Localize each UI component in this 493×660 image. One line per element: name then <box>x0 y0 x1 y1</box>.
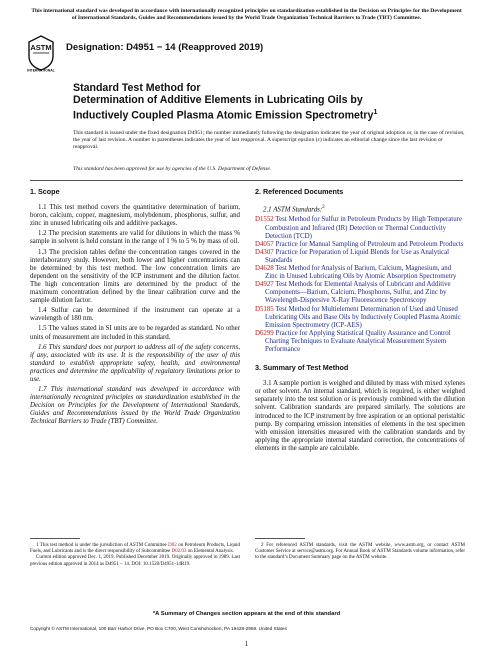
title-line-1: Standard Test Method for <box>73 82 201 94</box>
logo-subtext: INTERNATIONAL <box>27 68 55 72</box>
footnote-1: 1 This test method is under the jurisdiction of ASTM Committee D02 on Petroleum Products, Liquid Fuels, and Lubricants and is the direct responsibility of Subcommittee D02.03 on Elemental Analysis. Current edition approved Dec. 1, 2019. Published December 2019. Originally approved in 1989. Last previous edition approved in 2014 as D4951 – 14. DOI: 10.1520/D4951-14R19. <box>30 543 241 567</box>
page-number: 1 <box>244 640 249 648</box>
reference-code-link[interactable]: D6299 <box>255 329 274 337</box>
footnote-1-edition: Current edition approved Dec. 1, 2019. Published December 2019. Originally approved in 1989. Last previous edition approved in 2014 as D4951 – 14. DOI: 10.1520/D4951-14R19. <box>30 555 240 567</box>
para-1-4: 1.4 Sulfur can be determined if the instrument can operate at a wavelength of 180 nm. <box>30 307 240 323</box>
right-column <box>255 188 465 455</box>
reference-item[interactable] <box>255 281 465 305</box>
header-divider <box>30 180 463 181</box>
subcommittee-d02-03-link[interactable]: D02.03 <box>171 549 187 555</box>
reference-item[interactable] <box>255 241 465 249</box>
reference-item[interactable] <box>255 216 465 240</box>
copyright-line: Copyright © ASTM International, 100 Barr Harbor Drive, PO Box C700, West Conshohocken, PA 19428-2959. United States <box>30 626 287 631</box>
reference-item[interactable] <box>255 265 465 281</box>
summary-heading: 3. Summary of Test Method <box>255 363 349 373</box>
title-footnote-mark[interactable]: 1 <box>373 108 378 116</box>
reference-title-link[interactable]: Practice for Manual Sampling of Petroleum and Petroleum Products <box>275 240 464 248</box>
reference-code-link[interactable]: D4057 <box>255 240 274 248</box>
footnote-divider-right <box>255 538 305 539</box>
reference-code-link[interactable]: D4628 <box>255 265 274 273</box>
reference-item[interactable] <box>255 306 465 330</box>
para-1-1: 1.1 This test method covers the quantitative determination of barium, boron, calcium, copper, magnesium, molybdenum, phosphorus, sulfur, and zinc in unused lubricating oils and additive packages. <box>30 204 240 228</box>
summary-of-changes-note: *A Summary of Changes section appears at the end of this standard <box>152 611 341 617</box>
committee-d02-link[interactable]: D02 <box>168 543 177 548</box>
title-line-2: Determination of Additive Elements in Lubricating Oils by <box>73 94 363 107</box>
para-1-5: 1.5 The values stated in SI units are to be regarded as standard. No other units of measurement are included in this standard. <box>30 325 240 341</box>
para-1-2: 1.2 The precision statements are valid for dilutions in which the mass % sample in solvent is held constant in the range of 1 % to 5 % by mass of oil. <box>30 230 240 246</box>
reference-title-link[interactable]: Test Method for Sulfur in Petroleum Products by High Temperature Combustion and Infrared (IR) Detection or Thermal Conductivity Detection (TCD) <box>265 216 463 240</box>
document-title <box>73 82 473 122</box>
dod-approval-note: This standard has been approved for use by agencies of the U.S. Department of Defense. <box>73 166 272 172</box>
referenced-documents-heading: 2. Referenced Documents <box>255 187 344 196</box>
para-3-1: 3.1 A sample portion is weighed and diluted by mass with mixed xylenes or other solvent. An internal standard, which is required, is either weighed separately into the test solution or is previously combined with the dilution solvent. Calibration standards are prepared similarly. The solutions are introduced to the ICP instrument by free aspiration or an optional peristaltic pump. By comparing emission intensities of elements in the test specimen with emission intensities measured with the calibration standards and by applying the appropriate internal standard correction, the concentrations of elements in the sample are calculable. <box>255 380 465 452</box>
para-1-7: 1.7 This international standard was developed in accordance with internationally recognized principles on standardization established in the Decision on Principles for the Development of International Standards, Guides and Recommendations issued by the World Trade Organization Technical Barriers to Trade (TBT) Committee. <box>30 386 240 426</box>
left-column <box>30 188 240 429</box>
tbt-notice: This international standard was developed in accordance with internationally recognized principles on standardization established in the Decision on Principles for the Development of International Standards, Guides and Recommendations issued by the World Trade Organization Technical Barriers to Trade (TBT) Committee. <box>31 8 462 21</box>
reference-code-link[interactable]: D4307 <box>255 248 274 256</box>
reference-code-link[interactable]: D4927 <box>255 281 274 289</box>
reference-code-link[interactable]: D5185 <box>255 305 274 313</box>
footnote-divider-left <box>30 538 80 539</box>
reference-title-link[interactable]: Test Method for Analysis of Barium, Calcium, Magnesium, and Zinc in Unused Lubricating Oils by Atomic Absorption Spectrometry <box>265 265 457 281</box>
astm-logo <box>26 34 56 72</box>
logo-text: ASTM <box>30 43 52 52</box>
designation: Designation: D4951 − 14 (Reapproved 2019) <box>66 42 264 53</box>
reference-item[interactable] <box>255 249 465 265</box>
issuance-note: This standard is issued under the fixed designation D4951; the number immediately following the designation indicates the year of original adoption or, in the case of revision, the year of last revision. A number in parentheses indicates the year of last reapproval. A superscript epsilon (ε) indicates an editorial change since the last revision or reapproval. <box>73 130 465 150</box>
astm-standards-mark[interactable]: 2 <box>322 205 325 211</box>
title-line-3: Inductively Coupled Plasma Atomic Emission Spectrometry <box>73 109 374 122</box>
para-1-6: 1.6 This standard does not purport to address all of the safety concerns, if any, associated with its use. It is the responsibility of the user of this standard to establish appropriate safety, health, and environmental practices and determine the applicability of regulatory limitations prior to use. <box>30 343 240 383</box>
reference-title-link[interactable]: Test Method for Multielement Determination of Used and Unused Lubricating Oils and Base Oils by Inductively Coupled Plasma Atomic Emission Spectrometry (ICP-AES) <box>265 305 461 329</box>
reference-list <box>255 216 465 354</box>
reference-title-link[interactable]: Practice for Preparation of Liquid Blends for Use as Analytical Standards <box>265 248 450 264</box>
scope-heading: 1. Scope <box>30 187 60 196</box>
reference-title-link[interactable]: Practice for Applying Statistical Quality Assurance and Control Charting Techniques to Evaluate Analytical Measurement System Performance <box>265 329 451 353</box>
footnote-2: 2 For referenced ASTM standards, visit the ASTM website, www.astm.org, or contact ASTM Customer Service at service@astm.org. For Annual Book of ASTM Standards volume information, refer to the standard’s Document Summary page on the ASTM website. <box>255 543 465 561</box>
astm-standards-label: 2.1 ASTM Standards:$^2$ <box>263 205 325 214</box>
reference-title-link[interactable]: Test Methods for Elemental Analysis of Lubricant and Additive Components—Barium, Calcium, Phosphorus, Sulfur, and Zinc by Wavelength-Dispersive X-Ray Fluorescence Spectroscopy <box>265 281 451 305</box>
reference-item[interactable] <box>255 330 465 354</box>
para-1-3: 1.3 The precision tables define the concentration ranges covered in the interlaboratory study. However, both lower and higher concentrations can be determined by this test method. The low concentration limits are dependent on the sensitivity of the ICP instrument and the dilution factor. The high concentration limits are determined by the product of the maximum concentration defined by the linear calibration curve and the sample dilution factor. <box>30 248 240 305</box>
reference-code-link[interactable]: D1552 <box>255 216 274 224</box>
